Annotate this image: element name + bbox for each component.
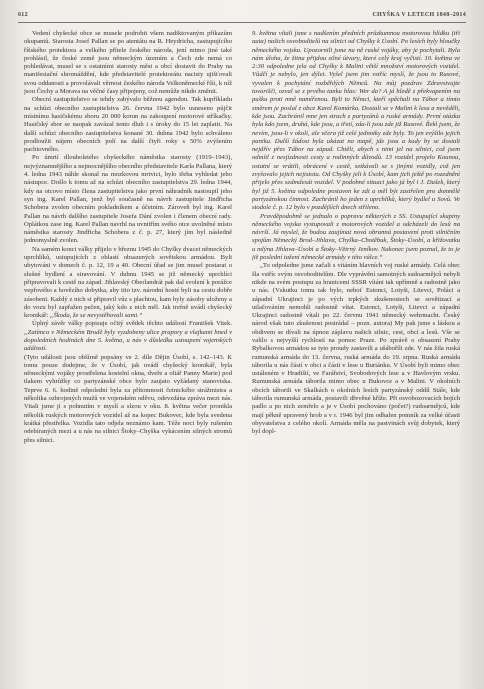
paragraph: Pravděpodobně se jednalo o popravu některých z SS. Ustupující skupiny německého vojska vystupovali z motorových vozidel a odcházeli do lesů na návrší. Já myslel, že budou zaujímat nová obranná postavení proti silničním spojům Německý Brod–Jihlava, Chyška–Chotěbuk, Štoky–Úsobí, a křižovatku u mlýna Jihlava–Úsobí a Štoky–Větrný Jeníkov. Nakonec jsem poznal, že to je již poslední tažení německé armády v této válce.“ (252, 212, 460, 262)
running-header (18, 12, 466, 22)
left-column (24, 30, 232, 676)
paragraph: Vedení chyšecké obce se musele podrobit všem nadiktovaným příkazům okupantů. Starosta Josef Pallan se po atentátu na R. Heydricha, zastupujícího říšského protektora a velkého přítele českého národa, jení mimo jiné také prohlásil, že české země jsou německým územím a Čech zde nemá co pohledávat, musel se s ostatními starosty měst a obcí dostavit do Prahy na manifestační shromáždění, kde představitelé protektorátu nacisty ujišťovali svou oddanosti a provolávali věrnost českého národa Velkoněmecké říši, k níž jsou Čechy a Morava na věčné časy připojeny, což nemůže nikdo změnit. (24, 30, 232, 96)
kronikar-quote: „Škoda, že se nevystěhovali sami.“ (49, 312, 143, 320)
paragraph: „To odpoledne jsme začali s vítáním hlavních voj ruské armády. Celá obec šla vstříc svým osvoboditelům. Dle vyprávění samotných sudoarmějců nebyli nikde na svém postupu za hranicemi SSSR vítáni tak upřímně a radostně jako u nás. (Vskutku tomu tak bylo, neboť Estonci, Lotyši, Litevci, Poláci a západní Ukrajinci je po vých trpkých zkušenostech se sovětizací a utlačováním nemohli radostně vítat. Estonci, Lotyši, Litevci a západní Ukrajinci radostně vítali po 22. červnu 1941 německý wehrmacht. Český národ však tuto zkušenost postrádal – pozn. autora) My pak jsme s láskou a obdivem se dívali na úpnou záplavu našich silnic, cest, obcí a lesů. Vše se valilo s nejvyšší rychlostí na pomoc Praze. Po zprávě o obsazení Prahy Rybalkovou armádou se tyto proudy zastavili a ušáboříli zde. V nás žila ruská rumunská armáda do 13. června, ruská armáda do 19. srpna. Ruská armáda táborila u nás částí v obci a části v lese u Buriánku. V Úsobí byli mimo obec ustáleném v Hradiští, ve Farářství, Svobodových lese a v Havlovým vrsku. Rumunská armáda táborila mimo obec u Bukovce a v Malini. V okolních obcích táborili ve Skalkách o okolních lesích partyzánský oddíl Stále, kde táborila rumunská armáda, postavili dřevěné kříže. Při osvobozovacích bojích padlo a po nich zemřelo a je v Úsobí pochováno (počet?) rudoarmějců, kde mají pěkně upravený hrob a v r. 1946 byl jim odhalen pomník za velké účasti obyvatelstva z celého okolí. Armáda měla na pastvinách svůj dobytek, který byl dopl- (252, 262, 460, 436)
paragraph: Po úmrtí dlouholetého chyšeckého náměstka starosty (1919–1943), nejvýznamnějšího a nejmocnějšího obecního představitele Karla Pallana, který 4. ledna 1943 náhle skonal na mozkovou mrtvici, bylo třeba vyhledat jeho nástupce. Došlo k tomu až na schůzi obecního zastupitelstva 29. ledna 1944, kdy na otcovo místo člena zastupitelstva jako první náhradník nastoupil jeho syn ing. Karel Pallan, jenž byl současně na návrh zastupitele Jindřicha Schobera zvolen obecním pokladníkem a účetním. Zároveň byl ing. Karel Pallan na návrh dalšího zastupitele Josefa Dání zvolen i členem obecní rady. Oplátkou zase ing. Karel Pallan navrhl na uvnitřím svého otce uvolněné místo náměstka starosty Jindřicha Schobera z č. p. 27, který jím byl následně jednomyslně zvolen. (24, 154, 232, 245)
paragraph (24, 320, 232, 353)
header-rule (18, 22, 466, 23)
running-title: CHYŠKA V LETECH 1848–2014 (372, 12, 466, 18)
paragraph: (Tyto události jsou obšírně popsány ve 2. díle Dějin Úsobí, s. 142–143. K tomu pouze dodejme, že v Úsobí, jak uvádí chyšecký kronikář, byla německými vojáky prostřelena kostelní okna, dveře a oltář Panny Marie) pod tlakem vyhrůžky co partyzánské obce bylo zaujato vyžádaný stanoviska. Teprve 6. 6. hodině odpolední byla za přítomnosti četnického strážmistra a několika ozbrojených mužů ve vojenském oděvu, odevzdána zpráva mezi nás. Vitali jsme jí s pohnutím v myslí a slzou v oku. 8. května večer pronikla několik ruských motorových vozidel až na kopec Bukovec, kde byla svedena krátká přestřelka. Vozidla tato odjela neznámo kam. Téže noci byly rušením odebíraných mezi a u nás na silnici Štoky–Chyška vykácením silných stromů přes silnici. (24, 353, 232, 444)
paragraph-text: Na samém konci války přijelo v březnu 1945 do Chyšky dvacet německých uprchlíků, ustupujících z oblastí obsazených sovětskou armádou. Byli ubytováni v domech č. p. 12, 19 a 40. Obecní úřad se jim musel postarat o slušné bydlení a stravování. V dubnu 1945 se již německý uprchlíci připravovali k cestě na západ. Jihlavský Oberlandrát pak dal svolení k porážce vepřového a hovězího dobytka, aby tito tzv. národní hosté byli na cestu dobře zásobeni. Každý z nich si připravil vůz s plachtou, kam byly zásoby uloženy a do vozu byl zapřažen pečen, jaký kdo z nich měl. Jak trefně uvádí chyšecký kronikář: (24, 245, 232, 320)
paragraph (24, 246, 232, 321)
paragraph-text: Úplný závěr války popisuje očitý svědek těchto událostí František Vitek. (32, 320, 232, 328)
right-column (252, 30, 460, 676)
paragraph: Obecní zastupitelstvo se tehdy zabývalo běžnou agendou. Tak kupříkladu na schůzi obecního zastupitelstva 26. června 1942 bylo usneseno půjčit místnímu hasičskému sboru 20 000 korun na zakoupení motorové stříkačky. Hasičský sbor se naopak zavázal tento dluh i s úroky do 15 let zaplatit. Na další schůzi obecního zastupitelstva konané 30. dubna 1942 bylo schváleno prodloužit nájem obecních polí na další čtyři roky s 50% zvýšením pachtovného. (24, 96, 232, 154)
page-number: 612 (18, 12, 28, 18)
witness-quote: „Zatímco v Německém Brodě byly vyzdobeny ulice prapory a vlajkami hned v dopoledních hodinách dne 5. května, u nás v důsledku ustoupení vojenských událostí. (24, 328, 232, 353)
paragraph: 9. května vítali jsme s nadšením předních průzkumnou motorovou hlídku (tři auta) našich osvoboditelů na silnici od Chyšky k Úsobí. Po lesích byly hloučky německého vojska. Upozornili jsme na ně ruské vojáky, aby je pochytali. Byla nám úloha, že žitna přijdou silné útvary, které celý kraj vyčistí. 10. května ve 2:30 odpoledne jela od Chyšky k Malini větší množství motorových vozidel. Vůdčí je nebylo, jen dýlet. Vyšel jsem jim vstříc myslí, že jsou to Rusové, vyvalen k pochytání rozběhlých Němců. Na můj pozdrav Zdravstvujte tovarišči, ozval se z prvého tanku hlas: Wer da? A já hledě z překvapením na pušku proti mně namířenou. Byli to Němci, kteří spěchali na Tábor a tímto směrem je poslal z obce Karel Komárka. Dostali se v Malini k lesu a nevěděli, kde jsou. Zachránil mne jen strach z partyzánů a ruské armády. První otázka byla kdo jsem, druhá, kde jsou, a třetí, zda-li jsou zde již Rusové. Řekl jsem, že nevím, jsou-li v okolí, ale včera již celé jednotky zde byly. To jen zvýšilo jejich paniku. Další žádost byla ukázat na mapě, jde jsou a kudy by se dostali nejdřív přes Tábor na západ. Chtěli, abych s nimi jel na silnici, což jsem odmítl z nesjízdnosti cesty a rodinných důvodů. 13 vozidel projelo Kounou, ostatní se vrátili, obrácení v cestě, setkávali se s jinými vozidly, což jen zvyšovalo jejich nejistotu. Od Chyšky jeli k Úsobí, kam jich ještě po rozednění přijelo přes sedmdesát vozidel. V podobné situaci jako já byl i J. Dušek, který byl již 5. května odpoledne postaven ke zdi a měl být zastřelen pro domnělé partyzánskou činnost. Zachránil ho jeden z uprchlíků, který bydlel u Sovů. Ve stodole č. p. 12 bylo v pozdějších dnech střileno. (252, 30, 460, 212)
